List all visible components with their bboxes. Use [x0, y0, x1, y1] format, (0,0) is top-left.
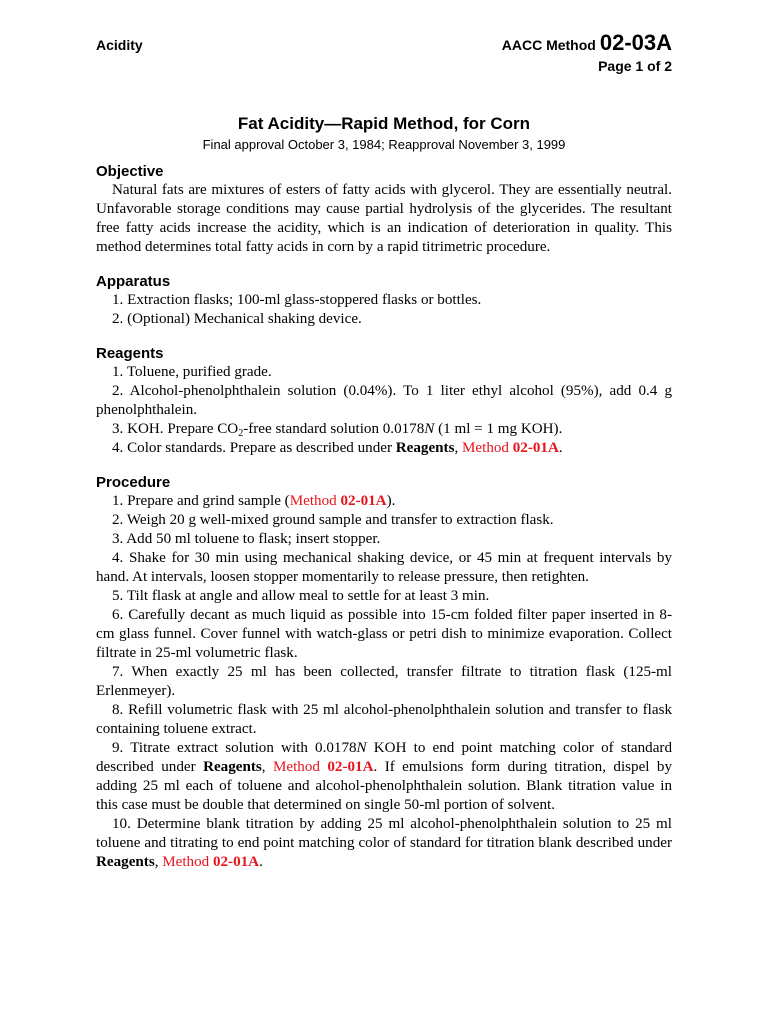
- title-block: [96, 114, 672, 152]
- approval-dates: Final approval October 3, 1984; Reapproval November 3, 1999: [202, 137, 566, 152]
- reagents-ref: Reagents: [96, 854, 155, 870]
- method-number: 02-03A: [599, 30, 672, 55]
- apparatus-item: 2. (Optional) Mechanical shaking device.: [112, 311, 362, 327]
- procedure-step: 1. Prepare and grind sample (Method 02-01A).: [112, 493, 396, 509]
- reagent-item: 4. Color standards. Prepare as described under Reagents, Method 02-01A.: [112, 440, 563, 456]
- method-link[interactable]: Method 02-01A: [462, 440, 559, 456]
- page-title: Fat Acidity—Rapid Method, for Corn: [237, 114, 531, 133]
- procedure-step: 4. Shake for 30 min using mechanical shaking device, or 45 min at frequent intervals by hand. At intervals, loosen stopper momentarily to release pressure, then retighten.: [96, 550, 672, 585]
- procedure-step: 9. Titrate extract solution with 0.0178N KOH to end point matching color of standard described under Reagents, Method 02-01A. If emulsions form during titration, dispel by adding 25 ml each of toluene and alcohol-phenolphthalein solution. Blank titration value in this case must be double that determined on single 50-ml portion of solvent.: [96, 740, 672, 813]
- procedure-heading: Procedure: [96, 474, 171, 491]
- page-indicator: Page 1 of 2: [598, 58, 672, 74]
- objective-text: Natural fats are mixtures of esters of fatty acids with glycerol. They are essentially neutral. Unfavorable storage conditions may cause partial hydrolysis of the glycerides. The resultant free fatty acids increase the acidity, which is an indication of deterioration in quality. This method determines total fatty acids in corn by a rapid titrimetric procedure.: [96, 182, 672, 255]
- apparatus-item: 1. Extraction flasks; 100-ml glass-stoppered flasks or bottles.: [112, 292, 482, 308]
- reagents-heading: Reagents: [96, 345, 164, 362]
- method-link[interactable]: Method 02-01A: [272, 759, 374, 775]
- reagent-item: 2. Alcohol-phenolphthalein solution (0.04%). To 1 liter ethyl alcohol (95%), add 0.4 g phenolphthalein.: [96, 383, 672, 418]
- procedure-step: 2. Weigh 20 g well-mixed ground sample and transfer to extraction flask.: [112, 512, 554, 528]
- reagents-ref: Reagents: [203, 759, 262, 775]
- procedure-step: 3. Add 50 ml toluene to flask; insert stopper.: [112, 531, 381, 547]
- procedure-step: 8. Refill volumetric flask with 25 ml alcohol-phenolphthalein solution and transfer to flask containing toluene extract.: [96, 702, 672, 737]
- method-header: [502, 30, 672, 74]
- procedure-step: 5. Tilt flask at angle and allow meal to settle for at least 3 min.: [112, 588, 490, 604]
- document-body: [96, 163, 672, 872]
- method-link[interactable]: Method 02-01A: [162, 854, 260, 870]
- reagent-item: 3. KOH. Prepare $CO_2$-free standard solution 0.0178N (1 ml = 1 mg KOH).: [112, 421, 563, 439]
- method-label: AACC Method: [501, 37, 596, 53]
- procedure-step: 10. Determine blank titration by adding 25 ml alcohol-phenolphthalein solution to 25 ml toluene and titrating to end point matching color of standard for titration blank described under Reagents, Method 02-01A.: [96, 816, 672, 870]
- procedure-step: 7. When exactly 25 ml has been collected, transfer filtrate to titration flask (125-ml Erlenmeyer).: [96, 664, 672, 699]
- reagent-item: 1. Toluene, purified grade.: [112, 364, 272, 380]
- method-link[interactable]: Method 02-01A: [289, 493, 387, 509]
- reagents-ref: Reagents: [395, 440, 455, 456]
- section-label: Acidity: [96, 37, 143, 53]
- procedure-step: 6. Carefully decant as much liquid as possible into 15-cm folded filter paper inserted in 8-cm glass funnel. Cover funnel with watch-glass or petri dish to minimize evaporation. Collect filtrate in 25-ml volumetric flask.: [96, 607, 672, 661]
- apparatus-heading: Apparatus: [96, 273, 171, 290]
- objective-heading: Objective: [96, 163, 164, 180]
